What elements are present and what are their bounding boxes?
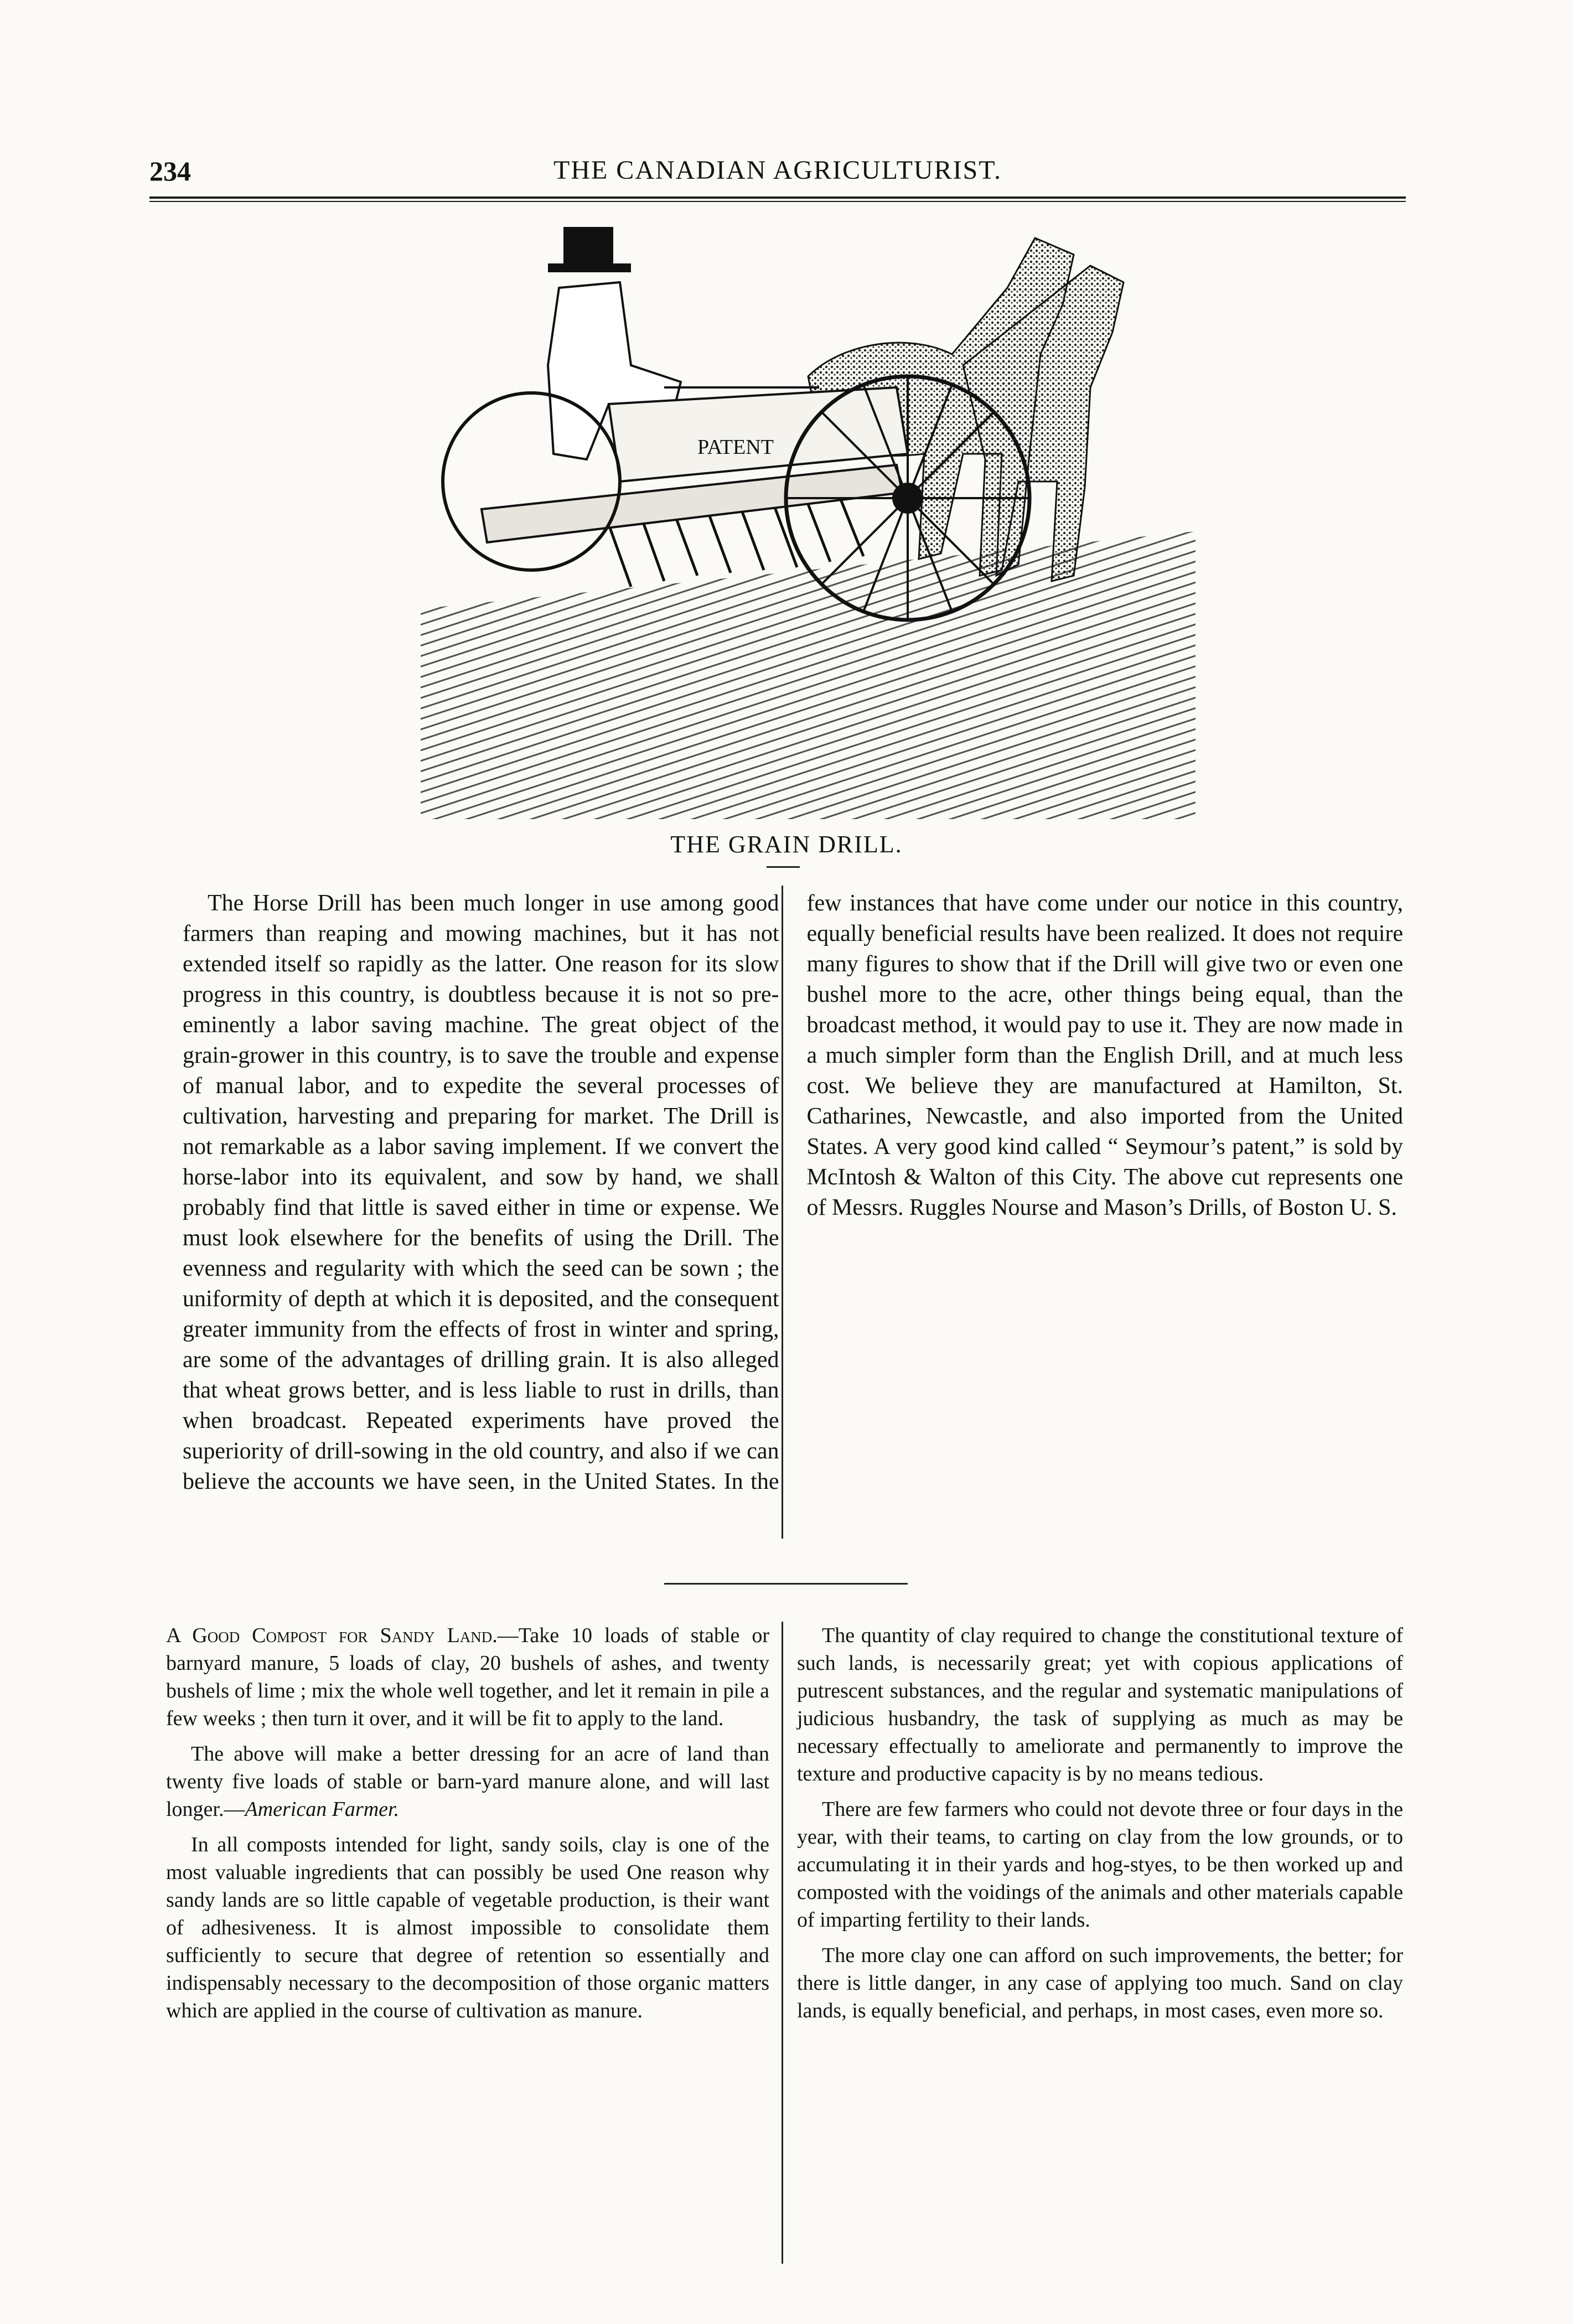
- driver-hat: [563, 227, 613, 266]
- rear-wheel: [443, 393, 620, 570]
- compost-p1-body: —Take 10 loads of stable or barnyard manure, 5 loads of clay, 20 bushels of ashes, and twenty bushels of lime ; mix the whole well together, and let it remain in pile a few weeks ; then turn it over, and it will be fit to apply to the land.: [166, 1624, 769, 1730]
- figure-caption: THE GRAIN DRILL.: [670, 831, 903, 858]
- compost-paragraph-3: In all composts intended for light, sandy soils, clay is one of the most valuable ingredients that can possibly be used One reason why sandy lands are so little capable of vegetable production, is their want of adhesiveness. It is almost impossible to consolidate them sufficiently to secure that degree of retention so essentially and indispensably necessary to the decomposition of those organic matters which are applied in the course of cultivation as manure.: [166, 1833, 769, 2022]
- compost-article-column-1: [166, 1622, 769, 2275]
- running-head: THE CANADIAN AGRICULTURIST.: [553, 156, 1002, 185]
- caption-rule: [767, 866, 800, 868]
- compost-article-column-2: [797, 1622, 1403, 2275]
- compost-p2-body: The above will make a better dressing for an acre of land than twenty five loads of stable or barn-yard manure alone, and will last longer.—: [166, 1742, 769, 1821]
- compost-source: American Farmer.: [245, 1798, 400, 1821]
- ploughed-ground: [421, 531, 1196, 819]
- section-rule: [664, 1583, 908, 1585]
- header-rule: [149, 196, 1406, 202]
- compost-paragraph-2: [166, 1740, 769, 1823]
- compost-paragraph-1: [166, 1622, 769, 1732]
- column-divider-bottom: [782, 1622, 783, 2264]
- compost-heading: A Good Compost for Sandy Land.: [166, 1624, 498, 1647]
- page-number: 234: [149, 156, 191, 187]
- compost-paragraph-5: There are few farmers who could not devote three or four days in the year, with their teams, to carting on clay from the low grounds, or to accumulating it in their yards and hog-styes, to be then worked up and composted with the voidings of the animals and other materials capable of imparting fertility to their lands.: [797, 1798, 1403, 1932]
- drill-frame: [482, 465, 902, 542]
- grain-drill-article-text: The Horse Drill has been much longer in use among good farmers than reaping and mowing machines, but it has not extended itself so rapidly as the latter. One reason for its slow progress in this country, is doubtless because it is not so pre-eminently a labor saving machine. The great object of the grain-grower in this country, is to save the trouble and expense of manual labor, and to expedite the several processes of cultivation, harvesting and preparing for market. The Drill is not remarkable as a labor saving implement. If we convert the horse-labor into its equivalent, and sow by hand, we shall probably find that little is saved either in time or expense. We must look elsewhere for the benefits of using the Drill. The evenness and regularity with which the seed can be sown ; the uniformity of depth at which it is deposited, and the consequent greater immunity from the effects of frost in winter and spring, are some of the advantages of drilling grain. It is also alleged that wheat grows better, and is less liable to rust in drills, than when broadcast. Repeated experiments have proved the superiority of drill-sowing in the old country, and also if we can believe the accounts we have seen, in the United States. In the few instances that have come under our notice in this country, equally beneficial results have been realized. It does not require many figures to show that if the Drill will give two or even one bushel more to the acre, other things being equal, than the broadcast method, it would pay to use it. They are now made in a much simpler form than the English Drill, and at much less cost. We believe they are manufactured at Hamilton, St. Catharines, Newcastle, and also imported from the United States. A very good kind called “ Seymour’s patent,” is sold by McIntosh & Walton of this City. The above cut represents one of Messrs. Ruggles Nourse and Mason’s Drills, of Boston U. S.: [183, 891, 1403, 1494]
- compost-paragraph-4: The quantity of clay required to change the constitutional texture of such lands, is necessarily great; yet with copious applications of putrescent substances, and the regular and systematic manipulations of judicious husbandry, the task of supplying as much as may be necessary effectually to ameliorate and permanently to improve the texture and productive capacity is by no means tedious.: [797, 1624, 1403, 1785]
- grain-drill-engraving: [421, 221, 1196, 819]
- grain-drill-article-column-1: [183, 888, 1403, 1525]
- column-divider-top: [782, 886, 783, 1539]
- grain-drill-illustration: [421, 221, 1196, 819]
- page-header: [149, 151, 1406, 195]
- compost-paragraph-6: The more clay one can afford on such improvements, the better; for there is little danger, in any case of applying too much. Sand on clay lands, is equally beneficial, and perhaps, in most cases, even more so.: [797, 1944, 1403, 2022]
- patent-label: PATENT: [697, 436, 774, 459]
